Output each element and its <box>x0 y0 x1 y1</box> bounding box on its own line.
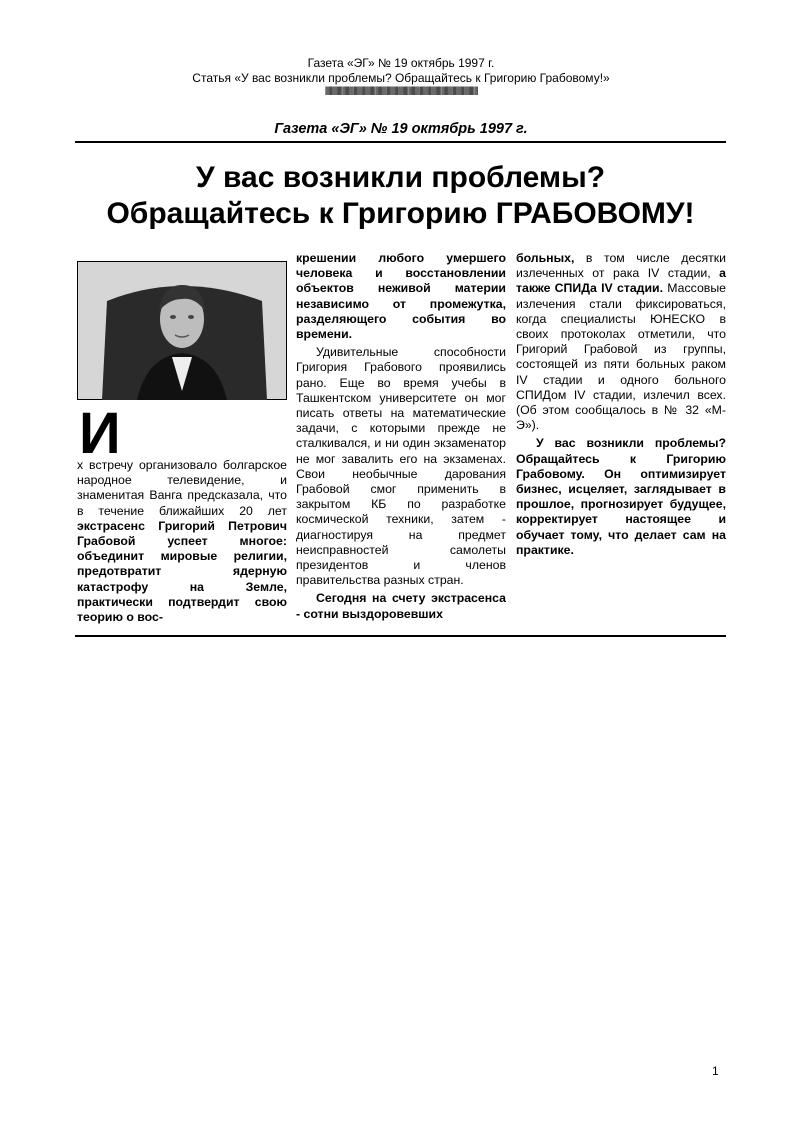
header-source-line: Газета «ЭГ» № 19 октябрь 1997 г. <box>307 56 495 70</box>
text-run: х встречу организовало болгарское народное телевидение, и знаменитая Ванга предсказала, что в течение ближайших 20 лет <box>77 458 287 518</box>
header-separator: |||||||||||||||||||||||||||||||||||||||||||||||||||||||||||||||||||||||||||||||||||||||||||||||||||||||||||||||||||||||||||||||||||||| <box>324 85 478 95</box>
paragraph <box>296 591 506 621</box>
text-run: в том числе десятки излеченных от рака IV стадии, <box>516 251 726 281</box>
title-line-2: Обращайтесь к Григорию ГРАБОВОМУ! <box>106 197 695 230</box>
text-run-bold: экстрасенс Григорий Петрович Грабовой успеет многое: объединит мировые религии, предотвратит ядерную катастрофу на Земле, практически подтвердит свою теорию о вос- <box>77 518 287 625</box>
text-run: Массовые излечения стали фиксироваться, когда специалисты ЮНЕСКО в своих протоколах отметили, что Григорий Грабовой из группы, состоящей из пяти больных раком IV стадии и одного больного СПИДом IV стадии, излечил всех. (Об этом сообщалось в № 32 «М-Э»). <box>516 281 726 433</box>
column-1-text <box>77 458 287 625</box>
title-line-1: У вас возникли проблемы? <box>195 161 606 194</box>
paragraph <box>516 251 726 433</box>
top-rule <box>75 141 726 143</box>
text-run-bold: больных, <box>516 251 575 265</box>
paragraph: Удивительные способности Григория Грабового проявились рано. Еще во время учебы в Ташкентском университете он мог писать ответы на математические задачи, с которыми прежде не сталкивался, и ни один экзаменатор не мог завалить его на экзаменах. Свои необычные дарования Грабовой смог применить в закрытом КБ по разработке космической техники, затем - диагностируя на предмет неисправностей самолеты президентов и членов правительства разных стран. <box>296 345 506 588</box>
column-1 <box>77 261 287 625</box>
text-run-bold: крешении любого умершего человека и восстановлении объектов неживой материи независимо от промежутка, разделяющего события во времени. <box>296 251 506 342</box>
column-3 <box>516 251 726 558</box>
text-run-bold: У вас возникли проблемы? Обращайтесь к Григорию Грабовому. Он оптимизирует бизнес, исцеляет, заглядывает в прошлое, прогнозирует будущее, корректирует настоящее и обучает тому, что делает сам на практике. <box>516 436 726 557</box>
drop-cap: И <box>79 401 121 466</box>
page-number: 1 <box>712 1064 719 1078</box>
paragraph <box>516 436 726 558</box>
paragraph <box>296 251 506 342</box>
portrait-photo <box>77 261 287 400</box>
bottom-rule <box>75 635 726 637</box>
issue-line: Газета «ЭГ» № 19 октябрь 1997 г. <box>274 121 528 137</box>
text-run-bold: а также СПИДа IV стадии. <box>516 266 726 296</box>
article-title <box>75 160 726 232</box>
text-run-bold: Сегодня на счету экстрасенса - сотни выздоровевших <box>296 591 506 621</box>
header-article-line: Статья «У вас возникли проблемы? Обращайтесь к Григорию Грабовому!» <box>192 71 610 85</box>
column-2 <box>296 251 506 622</box>
